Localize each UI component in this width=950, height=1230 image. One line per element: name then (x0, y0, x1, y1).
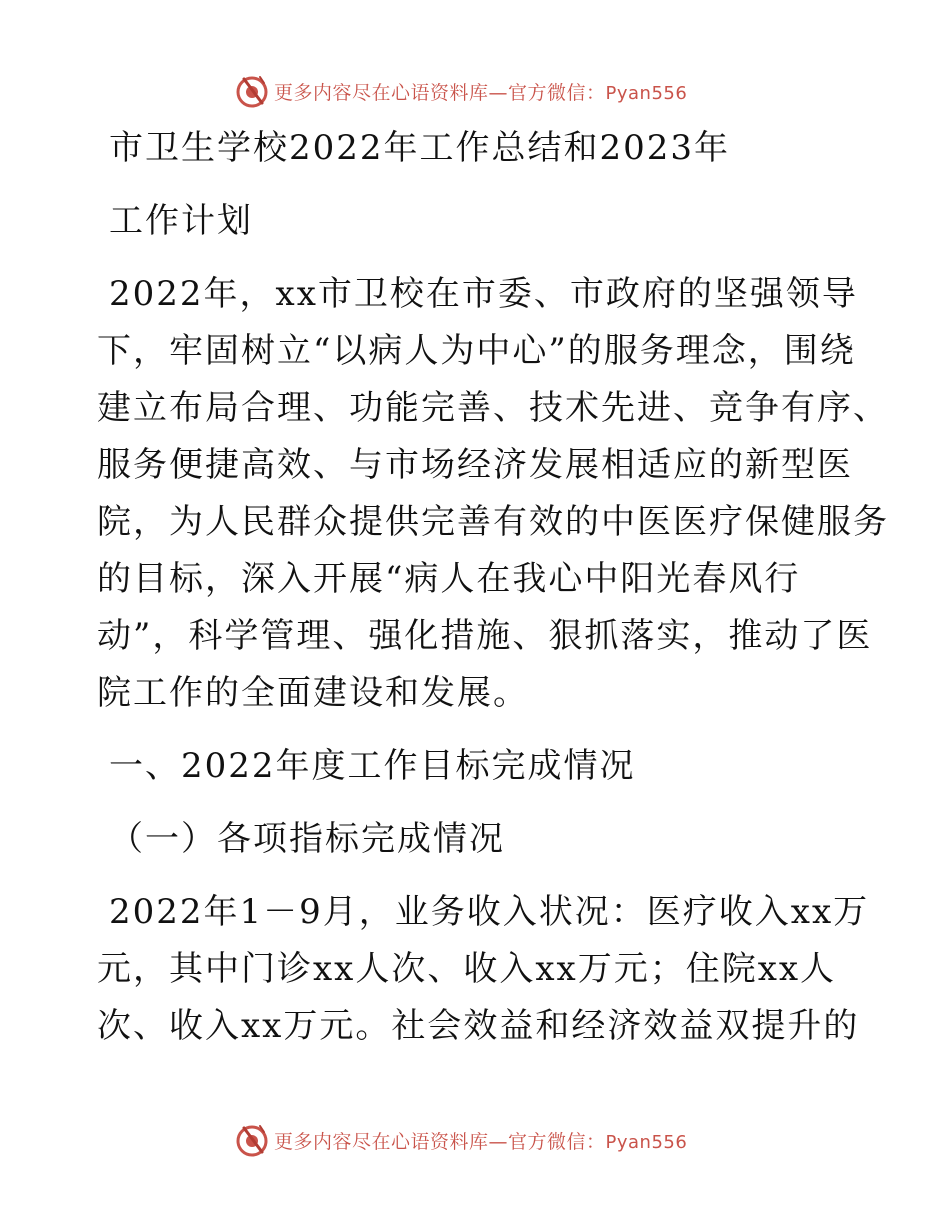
paragraph-line: 下，牢固树立“以病人为中心”的服务理念，围绕 (97, 331, 856, 371)
paragraph-line: 2022年1－9月，业务收入状况：医疗收入xx万 (109, 892, 870, 932)
paragraph-line: 元，其中门诊xx人次、收入xx万元；住院xx人 (97, 949, 837, 989)
watermark-label: 更多内容尽在心语资料库—官方微信： (274, 81, 606, 104)
watermark-label: 更多内容尽在心语资料库—官方微信： (274, 1130, 606, 1153)
logo-icon (234, 1122, 270, 1158)
paragraph-line: 院，为人民群众提供完善有效的中医医疗保健服务 (97, 502, 889, 542)
watermark-handle: Pyan556 (605, 82, 688, 104)
watermark-handle: Pyan556 (605, 1131, 688, 1153)
paragraph-line: 动”，科学管理、强化措施、狠抓落实，推动了医 (97, 616, 873, 656)
section-heading: 一、2022年度工作目标完成情况 (109, 746, 636, 786)
watermark-banner-bottom (234, 1120, 687, 1160)
logo-icon (234, 73, 270, 109)
paragraph-line: 院工作的全面建设和发展。 (97, 673, 529, 713)
subsection-heading: （一）各项指标完成情况 (109, 819, 505, 859)
watermark-text (274, 1127, 687, 1154)
paragraph-line: 的目标，深入开展“病人在我心中阳光春风行 (97, 559, 801, 599)
watermark-banner-top (234, 71, 687, 111)
document-body (97, 120, 889, 1055)
document-title-line-2: 工作计划 (109, 201, 253, 241)
document-title-line-1: 市卫生学校2022年工作总结和2023年 (109, 128, 731, 168)
paragraph-line: 次、收入xx万元。社会效益和经济效益双提升的 (97, 1006, 860, 1046)
paragraph-line: 建立布局合理、功能完善、技术先进、竞争有序、 (97, 388, 889, 428)
metrics-paragraph (97, 884, 870, 1055)
watermark-text (274, 78, 687, 105)
intro-paragraph (97, 266, 889, 722)
paragraph-line: 2022年，xx市卫校在市委、市政府的坚强领导 (109, 274, 858, 314)
paragraph-line: 服务便捷高效、与市场经济发展相适应的新型医 (97, 445, 853, 485)
